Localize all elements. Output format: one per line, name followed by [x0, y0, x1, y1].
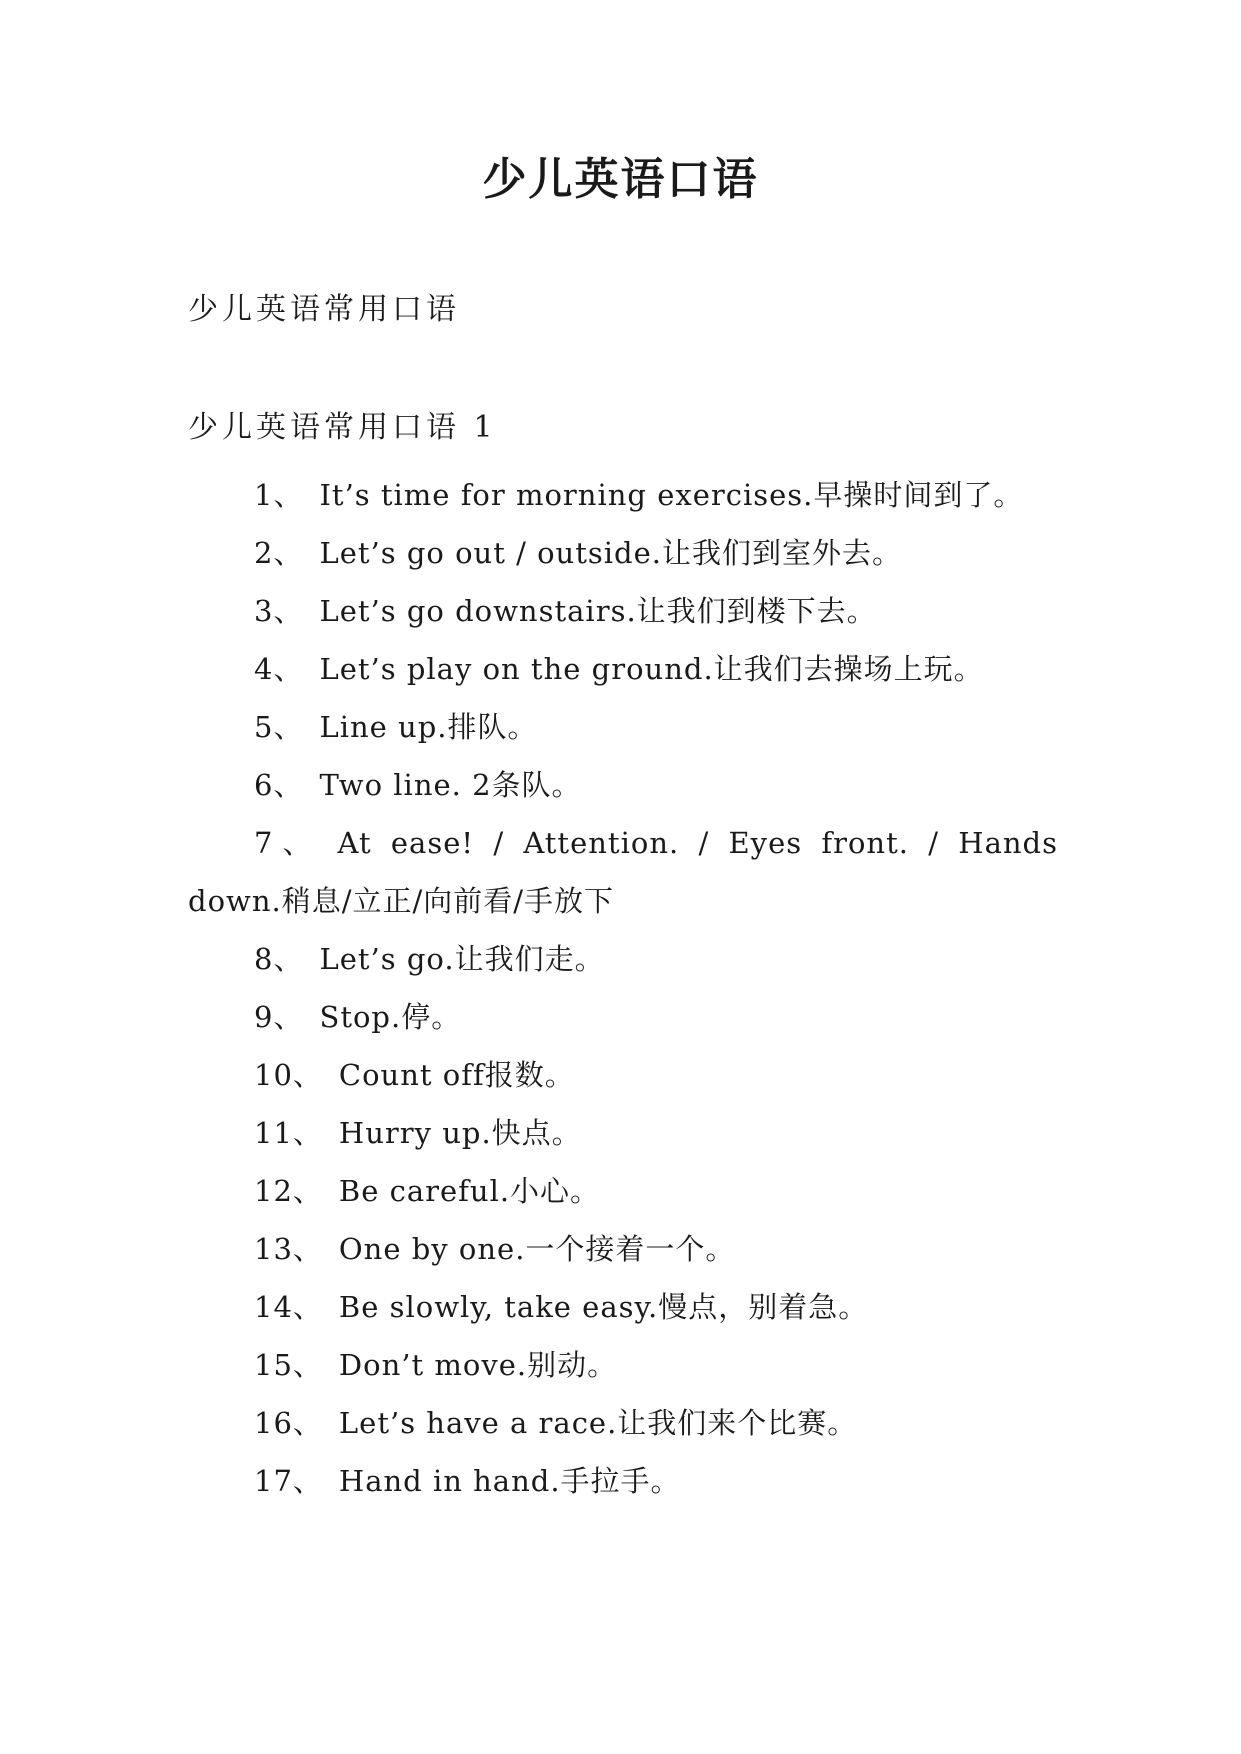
item-number: 15、: [254, 1348, 323, 1382]
list-item: [188, 930, 1058, 988]
item-text: Line up.排队。: [319, 710, 538, 744]
list-item: [188, 1104, 1058, 1162]
list-item: [188, 988, 1058, 1046]
item-number: 17、: [254, 1464, 323, 1498]
item-number: 12、: [254, 1174, 323, 1208]
item-text: Let’s go downstairs.让我们到楼下去。: [319, 594, 877, 628]
item-text: One by one.一个接着一个。: [338, 1232, 736, 1266]
list-item: [188, 1220, 1058, 1278]
item-number: 7、: [254, 826, 322, 860]
item-text: It’s time for morning exercises.早操时间到了。: [319, 478, 1024, 512]
item-text: Let’s have a race.让我们来个比赛。: [338, 1406, 858, 1440]
item-number: 6、: [254, 768, 304, 802]
item-text: Be slowly, take easy.慢点，别着急。: [338, 1290, 869, 1324]
document-title: 少儿英语口语: [482, 154, 759, 205]
item-number: 1、: [254, 478, 304, 512]
item-number: 11、: [254, 1116, 323, 1150]
item-number: 8、: [254, 942, 304, 976]
section-heading: 少儿英语常用口语 1: [188, 410, 497, 445]
list-item: [188, 524, 1058, 582]
item-number: 2、: [254, 536, 304, 570]
list-item: [188, 698, 1058, 756]
item-text: Hurry up.快点。: [338, 1116, 582, 1150]
list-item: [188, 640, 1058, 698]
item-text: Two line. 2条队。: [319, 768, 582, 802]
item-number: 10、: [254, 1058, 323, 1092]
item-number: 16、: [254, 1406, 323, 1440]
item-number: 14、: [254, 1290, 323, 1324]
list-item: [188, 1336, 1058, 1394]
item-text: Let’s go out / outside.让我们到室外去。: [319, 536, 902, 570]
item-number: 5、: [254, 710, 304, 744]
document-subtitle: 少儿英语常用口语: [188, 292, 460, 327]
list-item: [188, 1278, 1058, 1336]
item-text: At ease! / Attention. / Eyes front. / Hands down.稍息/立正/向前看/手放下: [188, 826, 1058, 918]
list-item: [188, 582, 1058, 640]
list-item: [188, 814, 1058, 930]
item-text: Stop.停。: [319, 1000, 462, 1034]
item-text: Let’s play on the ground.让我们去操场上玩。: [319, 652, 984, 686]
item-number: 3、: [254, 594, 304, 628]
item-number: 13、: [254, 1232, 323, 1266]
list-item: [188, 1394, 1058, 1452]
phrase-list: [188, 466, 1058, 1510]
list-item: [188, 1452, 1058, 1510]
list-item: [188, 1162, 1058, 1220]
item-text: Don’t move.别动。: [338, 1348, 618, 1382]
item-number: 4、: [254, 652, 304, 686]
list-item: [188, 466, 1058, 524]
list-item: [188, 1046, 1058, 1104]
item-text: Be careful.小心。: [338, 1174, 601, 1208]
item-text: Let’s go.让我们走。: [319, 942, 605, 976]
item-text: Hand in hand.手拉手。: [338, 1464, 681, 1498]
list-item: [188, 756, 1058, 814]
item-number: 9、: [254, 1000, 304, 1034]
item-text: Count off报数。: [338, 1058, 575, 1092]
